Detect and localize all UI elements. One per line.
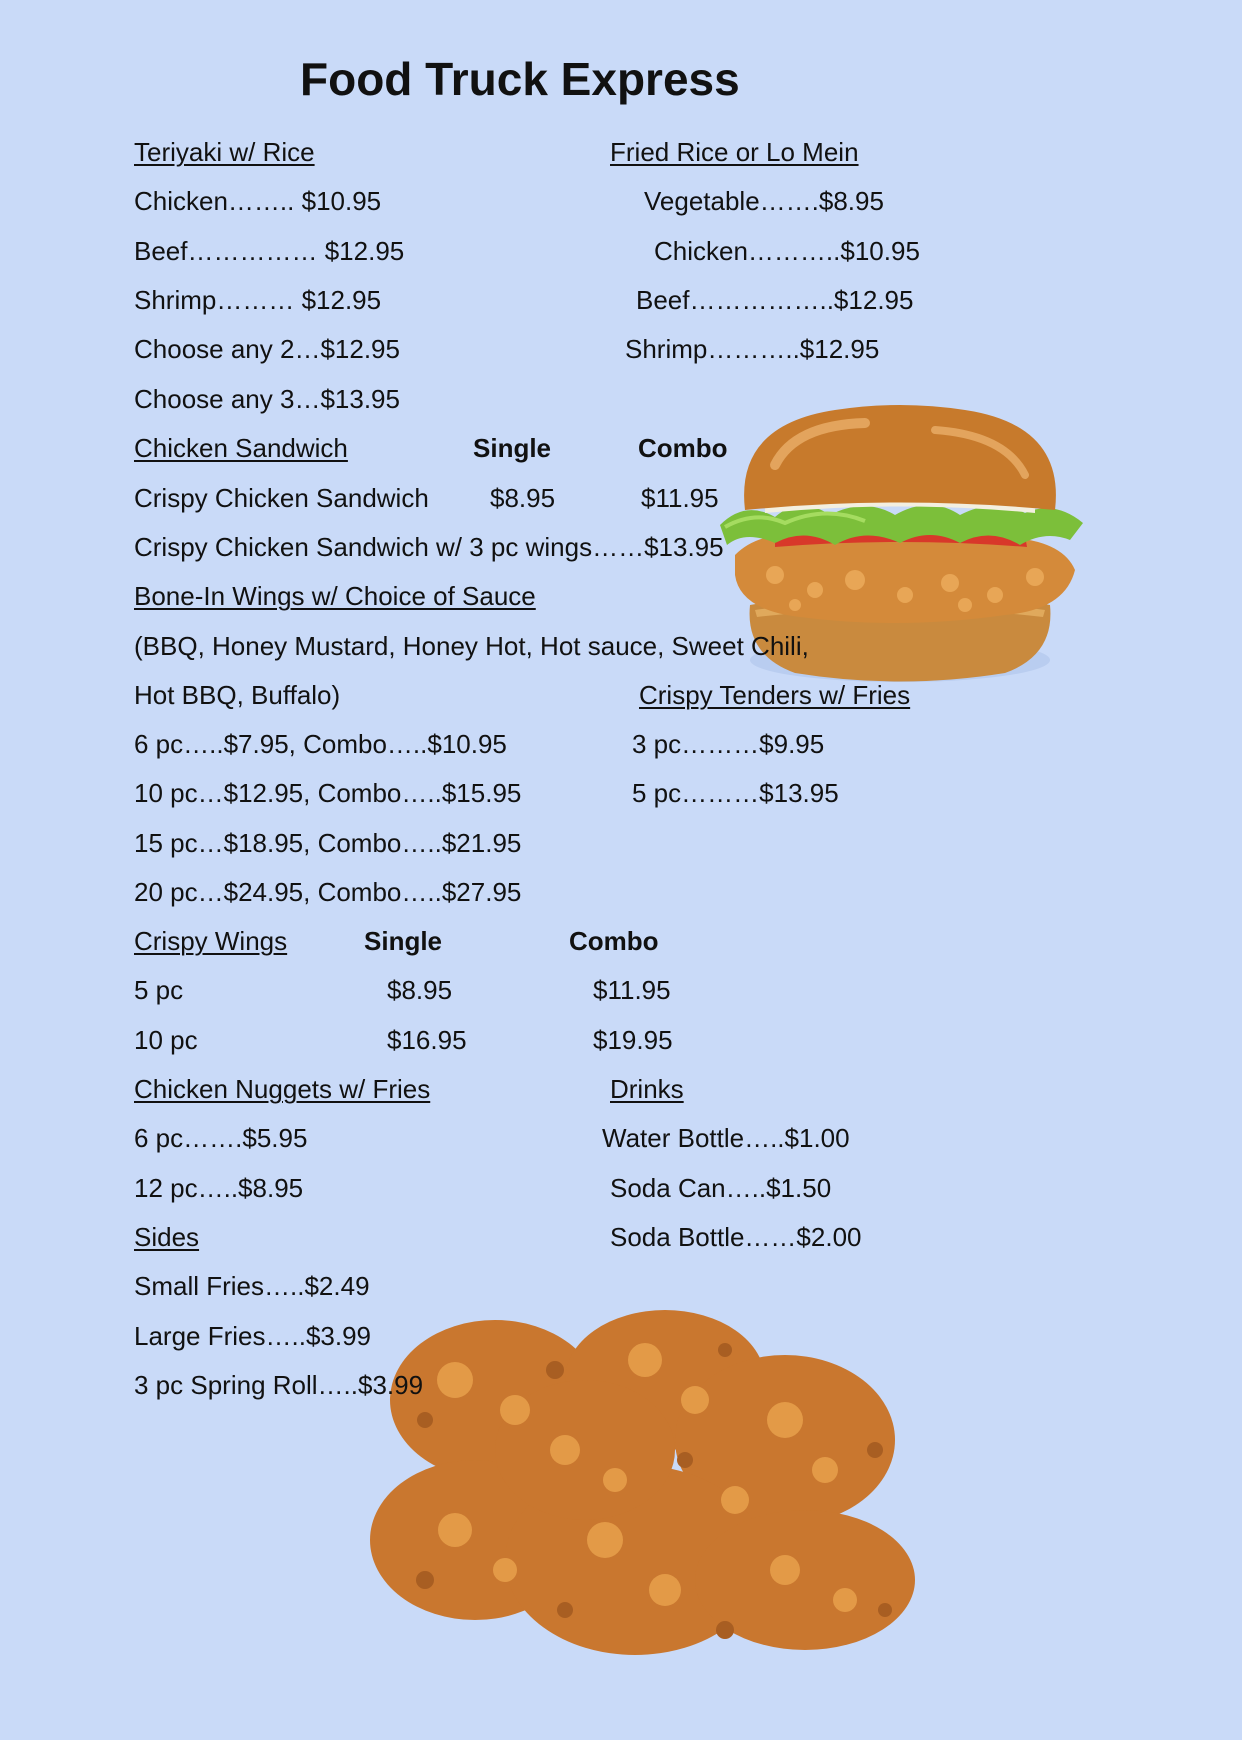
sauces-line: (BBQ, Honey Mustard, Honey Hot, Hot sauce, Sweet Chili,	[134, 631, 809, 661]
crispy-wings-row-single: $16.95	[387, 1025, 467, 1055]
fried-rice-heading: Fried Rice or Lo Mein	[610, 137, 859, 167]
teriyaki-item: Beef…………… $12.95	[134, 236, 405, 266]
page-title: Food Truck Express	[300, 53, 740, 105]
crispy-wings-row-name: 10 pc	[134, 1025, 198, 1055]
teriyaki-item: Shrimp……… $12.95	[134, 285, 382, 315]
crispy-wings-combo-label: Combo	[569, 926, 659, 956]
fried-chicken-image	[365, 1310, 945, 1665]
fried-rice-item: Vegetable…….$8.95	[644, 186, 884, 216]
teriyaki-heading: Teriyaki w/ Rice	[134, 137, 315, 167]
drinks-item: Soda Bottle……$2.00	[610, 1222, 862, 1252]
drinks-item: Water Bottle…..$1.00	[602, 1123, 850, 1153]
fried-rice-item: Beef……………..$12.95	[636, 285, 914, 315]
bone-in-wings-heading: Bone-In Wings w/ Choice of Sauce	[134, 581, 536, 611]
wings-item: 10 pc…$12.95, Combo…..$15.95	[134, 778, 522, 808]
crispy-wings-single-label: Single	[364, 926, 443, 956]
tenders-item: 3 pc………$9.95	[632, 729, 825, 759]
tenders-heading: Crispy Tenders w/ Fries	[639, 680, 911, 710]
sandwich-combo-label: Combo	[638, 433, 728, 463]
crispy-wings-row-combo: $19.95	[593, 1025, 673, 1055]
nuggets-item: 12 pc…..$8.95	[134, 1173, 304, 1203]
wings-item: 15 pc…$18.95, Combo…..$21.95	[134, 828, 522, 858]
sides-item: Large Fries…..$3.99	[134, 1321, 372, 1351]
sandwich-wings-item: Crispy Chicken Sandwich w/ 3 pc wings……$13.95	[134, 532, 724, 562]
fried-rice-item: Chicken………..$10.95	[654, 236, 920, 266]
sandwich-item-name: Crispy Chicken Sandwich	[134, 483, 429, 513]
fried-rice-item: Shrimp………..$12.95	[625, 334, 880, 364]
wings-item: 6 pc…..$7.95, Combo…..$10.95	[134, 729, 507, 759]
sandwich-item-single-price: $8.95	[490, 483, 556, 513]
crispy-wings-row-combo: $11.95	[593, 975, 671, 1005]
drinks-item: Soda Can…..$1.50	[610, 1173, 832, 1203]
sides-item: 3 pc Spring Roll…..$3.99	[134, 1370, 424, 1400]
nuggets-item: 6 pc…….$5.95	[134, 1123, 308, 1153]
sandwich-single-label: Single	[473, 433, 552, 463]
drinks-heading: Drinks	[610, 1074, 684, 1104]
crispy-wings-row-name: 5 pc	[134, 975, 184, 1005]
teriyaki-item: Chicken…….. $10.95	[134, 186, 382, 216]
sandwich-item-combo-price: $11.95	[641, 483, 719, 513]
chicken-sandwich-heading: Chicken Sandwich	[134, 433, 348, 463]
sides-item: Small Fries…..$2.49	[134, 1271, 370, 1301]
wings-item: 20 pc…$24.95, Combo…..$27.95	[134, 877, 522, 907]
sauces-line: Hot BBQ, Buffalo)	[134, 680, 341, 710]
crispy-wings-heading: Crispy Wings	[134, 926, 288, 956]
tenders-item: 5 pc………$13.95	[632, 778, 839, 808]
sides-heading: Sides	[134, 1222, 200, 1252]
teriyaki-item: Choose any 3…$13.95	[134, 384, 400, 414]
nuggets-heading: Chicken Nuggets w/ Fries	[134, 1074, 431, 1104]
teriyaki-item: Choose any 2…$12.95	[134, 334, 400, 364]
crispy-wings-row-single: $8.95	[387, 975, 453, 1005]
